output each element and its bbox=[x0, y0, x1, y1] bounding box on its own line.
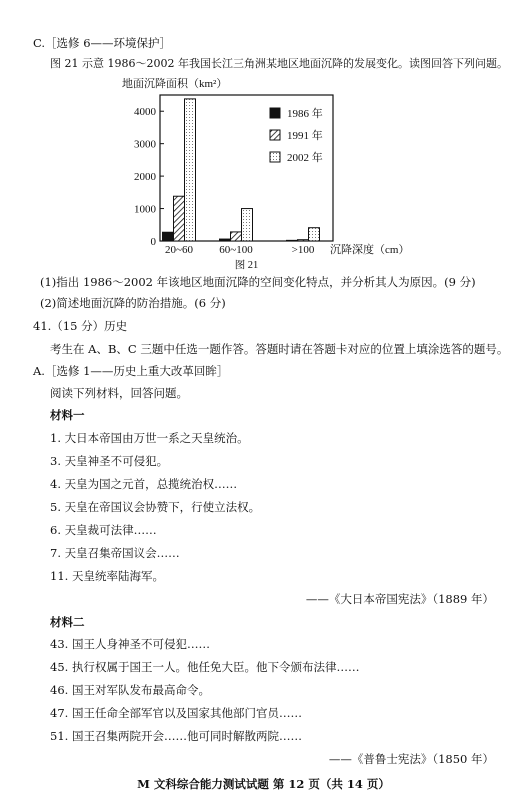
bar bbox=[220, 239, 231, 241]
y-tick-label: 4000 bbox=[134, 106, 156, 119]
material-2-item: 43. 国王人身神圣不可侵犯…… bbox=[50, 637, 210, 651]
y-axis-label: 地面沉降面积（km²） bbox=[122, 78, 228, 90]
material-1-source: ——《大日本帝国宪法》（1889 年） bbox=[305, 592, 494, 606]
page-footer: M 文科综合能力测试试题 第 12 页（共 14 页） bbox=[137, 777, 390, 791]
legend-swatch bbox=[270, 152, 280, 162]
material-2-source: ——《普鲁士宪法》（1850 年） bbox=[328, 752, 494, 766]
material-1-item: 4. 天皇为国之元首，总揽统治权…… bbox=[50, 477, 238, 491]
bar bbox=[174, 196, 185, 241]
material-1-item: 6. 天皇裁可法律…… bbox=[50, 523, 157, 537]
legend-swatch bbox=[270, 108, 280, 118]
chart-caption: 图 21 bbox=[234, 260, 259, 271]
material-2-item: 46. 国王对军队发布最高命令。 bbox=[50, 683, 210, 697]
material-1-item: 1. 大日本帝国由万世一系之天皇统治。 bbox=[50, 431, 249, 445]
bar bbox=[185, 99, 196, 241]
material-1-item: 5. 天皇在帝国议会协赞下，行使立法权。 bbox=[50, 500, 261, 514]
x-tick-label: >100 bbox=[291, 244, 315, 256]
bar bbox=[298, 240, 309, 241]
section-c-heading: C.［选修 6——环境保护］ bbox=[33, 36, 172, 50]
material-1-item: 7. 天皇召集帝国议会…… bbox=[50, 546, 180, 560]
legend-label: 1986 年 bbox=[287, 108, 323, 120]
x-tick-label: 20~60 bbox=[165, 244, 193, 256]
section-a-heading: A.［选修 1——历史上重大改革回眸］ bbox=[33, 364, 229, 378]
material-1-item: 11. 天皇统率陆海军。 bbox=[50, 569, 164, 583]
x-tick-label: 60~100 bbox=[219, 244, 253, 256]
legend-swatch bbox=[270, 130, 280, 140]
bar bbox=[242, 209, 253, 241]
question-41-number: 41.（15 分）历史 bbox=[33, 319, 128, 333]
material-2-item: 47. 国王任命全部军官以及国家其他部门官员…… bbox=[50, 706, 302, 720]
y-tick-label: 0 bbox=[150, 236, 156, 248]
legend-label: 2002 年 bbox=[287, 152, 323, 164]
y-tick-label: 2000 bbox=[134, 171, 156, 184]
bar bbox=[163, 232, 174, 241]
section-c-intro: 图 21 示意 1986～2002 年我国长江三角洲某地区地面沉降的发展变化。读图回答下列问题。 bbox=[50, 57, 508, 70]
question-41-instruction: 考生在 A、B、C 三题中任选一题作答。答题时请在答题卡对应的位置上填涂选答的题号。 bbox=[50, 342, 509, 356]
section-a-prompt: 阅读下列材料，回答问题。 bbox=[50, 386, 188, 400]
question-c-2: (2)简述地面沉降的防治措施。(6 分) bbox=[40, 296, 226, 310]
material-1-item: 3. 天皇神圣不可侵犯。 bbox=[50, 454, 169, 468]
material-1-title: 材料一 bbox=[50, 408, 85, 422]
x-axis-label: 沉降深度（cm） bbox=[330, 244, 410, 256]
y-tick-label: 1000 bbox=[134, 203, 156, 216]
bar bbox=[287, 240, 298, 241]
material-2-item: 51. 国王召集两院开会……他可同时解散两院…… bbox=[50, 729, 302, 743]
question-c-1: (1)指出 1986～2002 年该地区地面沉降的空间变化特点，并分析其人为原因。(9 分) bbox=[40, 275, 476, 289]
bar bbox=[309, 228, 320, 241]
material-2-item: 45. 执行权属于国王一人。他任免大臣。他下令颁布法律…… bbox=[50, 660, 360, 674]
bar bbox=[231, 232, 242, 241]
y-tick-label: 3000 bbox=[134, 138, 156, 151]
material-2-title: 材料二 bbox=[50, 615, 85, 629]
legend-label: 1991 年 bbox=[287, 130, 323, 142]
